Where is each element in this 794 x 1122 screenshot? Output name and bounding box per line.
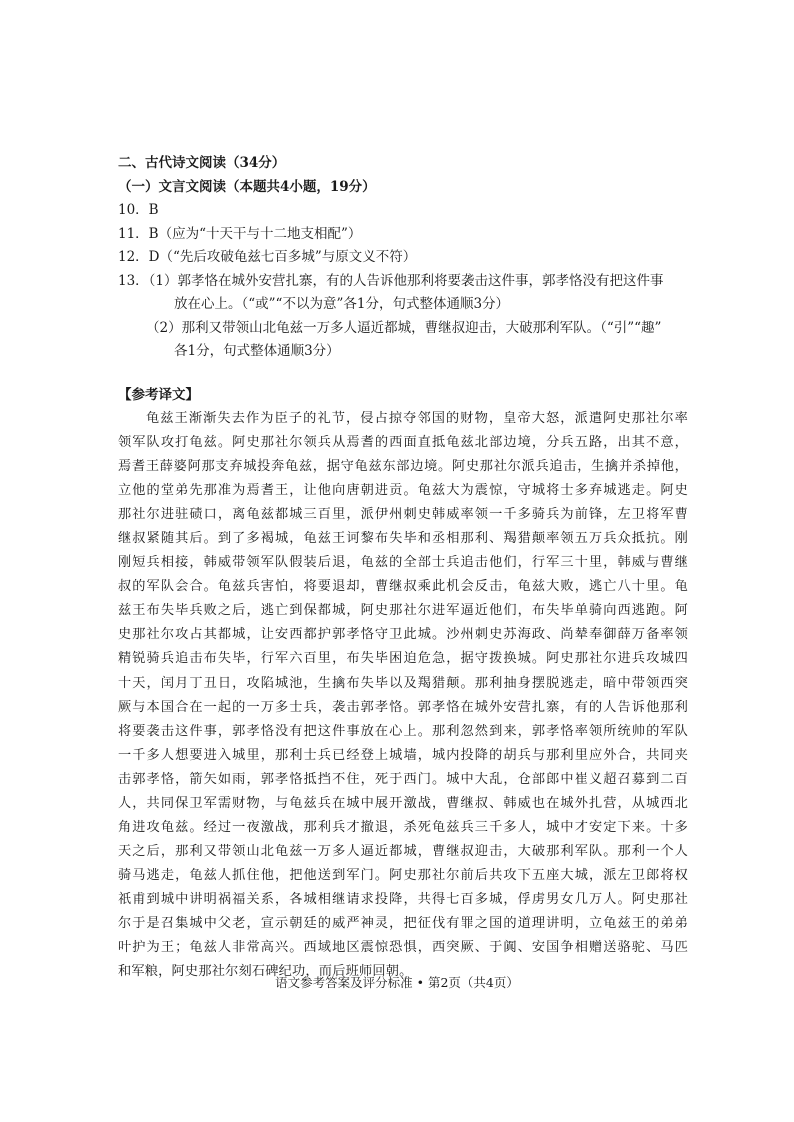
answer-section — [118, 152, 688, 364]
translation-line: 史那社尔攻占其都城，让安西都护郭孝恪守卫此城。沙州刺史苏海政、尚辇奉御薛万备率领 — [118, 627, 688, 643]
translation-line: 一千多人想要进入城里，那利士兵已经登上城墙，城内投降的胡兵与那利里应外合，共同夹 — [118, 747, 688, 763]
translation-line: 尔于是召集城中父老，宣示朝廷的威严神灵，把征伐有罪之国的道理讲明，立龟兹王的弟弟 — [118, 915, 688, 931]
translation-line: 十天，闰月丁丑日，攻陷城池，生擒布失毕以及羯猎颠。那利抽身摆脱逃走，暗中带领西突 — [118, 675, 688, 691]
answer-12: 12．D（“先后攻破龟兹七百多城”与原文义不符） — [118, 249, 417, 265]
translation-line: 焉耆王薛婆阿那支弃城投奔龟兹，据守龟兹东部边境。阿史那社尔派兵追击，生擒并杀掉他， — [118, 459, 688, 475]
translation-line: 领军队攻打龟兹。阿史那社尔领兵从焉耆的西面直抵龟兹北部边境，分兵五路，出其不意， — [118, 435, 688, 451]
answer-10: 10．B — [118, 202, 159, 218]
answer-13-part2: （2）那利又带领山北龟兹一万多人逼近都城，曹继叔迎击，大破那利军队。（“引”“趣” — [146, 319, 662, 336]
translation-line: 兹王布失毕兵败之后，逃亡到保都城，阿史那社尔进军逼近他们，布失毕单骑向西逃跑。阿 — [118, 603, 688, 619]
answer-13-part1: 13．（1）郭孝恪在城外安营扎寨，有的人告诉他那利将要袭击这件事，郭孝恪没有把这件事 — [118, 272, 664, 289]
translation-line: 骑马逃走，龟兹人抓住他，把他送到军门。阿史那社尔前后共攻下五座大城，派左卫郎将权 — [118, 867, 688, 883]
translation-line: 那社尔进驻碛口，离龟兹都城三百里，派伊州刺史韩威率领一千多骑兵为前锋，左卫将军曹 — [118, 507, 688, 523]
answer-11: 11．B（应为“十天干与十二地支相配”） — [118, 225, 362, 242]
translation-line: 刚短兵相接，韩威带领军队假装后退，龟兹的全部士兵追击他们，行军三十里，韩威与曹继 — [118, 555, 688, 571]
subsection-title: （一）文言文阅读（本题共4小题，19分） — [118, 178, 376, 195]
page-footer: 语文参考答案及评分标准 • 第2页（共4页） — [275, 975, 519, 990]
translation-line: 厥与本国合在一起的一万多士兵，袭击郭孝恪。郭孝恪在城外安营扎寨，有的人告诉他那利 — [118, 699, 688, 715]
translation-line: 继叔紧随其后。到了多褐城，龟兹王诃黎布失毕和丞相那利、羯猎颠率领五万兵众抵抗。刚 — [118, 531, 688, 547]
translation-line: 叔的军队会合。龟兹兵害怕，将要退却，曹继叔乘此机会反击，龟兹大败，逃亡八十里。龟 — [118, 579, 688, 595]
translation-line: 精锐骑兵追击布失毕，行军六百里，布失毕困迫危急，据守拨换城。阿史那社尔进兵攻城四 — [118, 651, 688, 667]
translation-line: 人，共同保卫军需财物，与龟兹兵在城中展开激战，曹继叔、韩威也在城外扎营，从城西北 — [118, 795, 688, 811]
translation-line: 龟兹王渐渐失去作为臣子的礼节，侵占掠夺邻国的财物，皇帝大怒，派遣阿史那社尔率 — [146, 411, 688, 426]
translation-line: 将要袭击这件事，郭孝恪没有把这件事放在心上。那利忽然到来，郭孝恪率领所统帅的军队 — [118, 723, 688, 739]
answer-13-part2-continued: 各1分，句式整体通顺3分） — [174, 343, 340, 359]
section-title: 二、古代诗文阅读（34分） — [118, 155, 286, 171]
translation-line: 叶护为王；龟兹人非常高兴。西域地区震惊恐惧，西突厥、于阗、安国争相赠送骆驼、马匹 — [118, 940, 688, 956]
translation-line: 祇甫到城中讲明祸福关系，各城相继请求投降，共得七百多城，俘虏男女几万人。阿史那社 — [118, 891, 688, 907]
translation-line: 天之后，那利又带领山北龟兹一万多人逼近都城，曹继叔迎击，大破那利军队。那利一个人 — [118, 843, 688, 859]
answer-13-part1-continued: 放在心上。（“或”“不以为意”各1分，句式整体通顺3分） — [174, 296, 510, 312]
translation-line: 角进攻龟兹。经过一夜激战，那利兵才撤退，杀死龟兹兵三千多人，城中才安定下来。十多 — [118, 819, 688, 835]
translation-heading: 【参考译文】 — [118, 387, 199, 403]
translation-line: 和军粮，阿史那社尔刻石碑纪功，而后班师回朝。 — [118, 964, 413, 980]
translation-line: 立他的堂弟先那准为焉耆王，让他向唐朝进贡。龟兹大为震惊，守城将士多弃城逃走。阿史 — [118, 483, 688, 499]
reference-translation — [118, 383, 688, 984]
translation-line: 击郭孝恪，箭矢如雨，郭孝恪抵挡不住，死于西门。城中大乱，仓部郎中崔义超召募到二百 — [118, 771, 688, 787]
